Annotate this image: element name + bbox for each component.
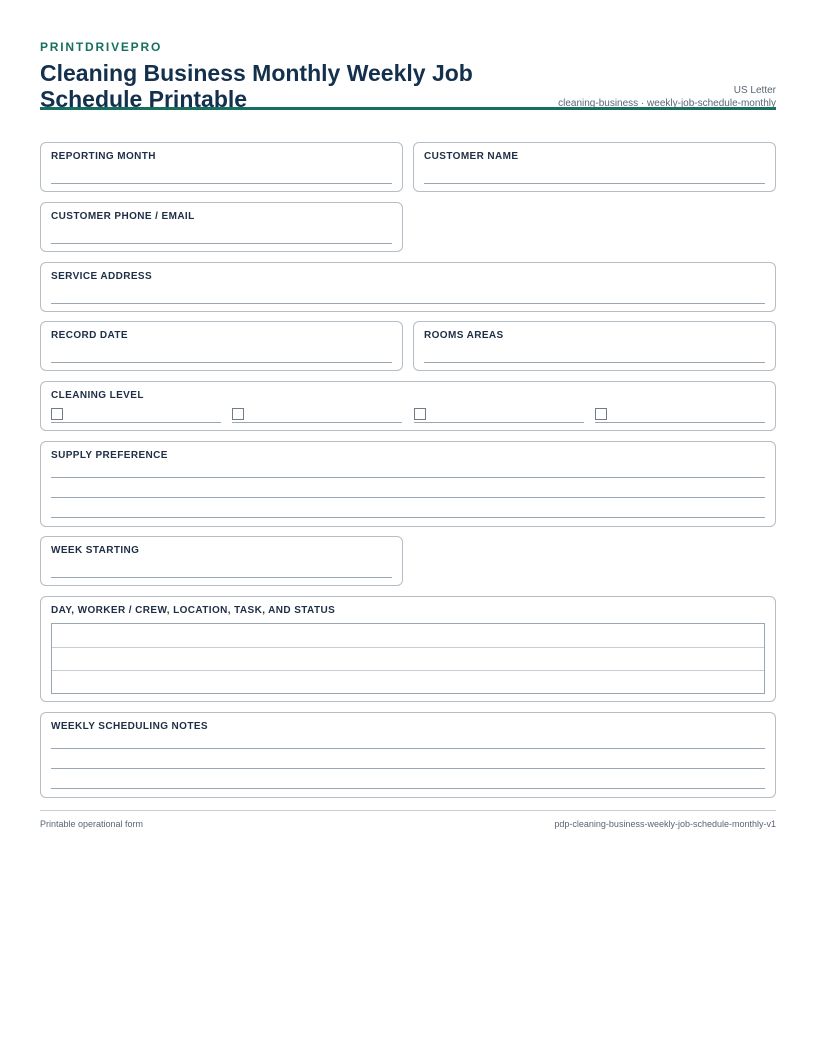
service-address-label: SERVICE ADDRESS xyxy=(51,271,153,282)
schedule-table[interactable] xyxy=(51,623,765,694)
customer-contact-input[interactable] xyxy=(51,243,392,244)
reporting-month-input[interactable] xyxy=(51,183,392,184)
footer-form-id: pdp-cleaning-business-weekly-job-schedule-monthly-v1 xyxy=(554,819,776,829)
checkbox[interactable] xyxy=(595,408,607,420)
record-date-label: RECORD DATE xyxy=(51,330,128,341)
option-write-in-line[interactable] xyxy=(232,422,402,423)
weekly-notes-line[interactable] xyxy=(51,748,765,749)
rooms-areas-input[interactable] xyxy=(424,362,765,363)
weekly-notes-line[interactable] xyxy=(51,768,765,769)
option-write-in-line[interactable] xyxy=(51,422,221,423)
customer-name-field xyxy=(413,142,776,192)
reporting-month-label: REPORTING MONTH xyxy=(51,151,156,162)
page-title: Cleaning Business Monthly Weekly Job Schedule Printable xyxy=(40,60,473,112)
schedule-table-field xyxy=(40,596,776,702)
supply-preference-field xyxy=(40,441,776,527)
supply-preference-line[interactable] xyxy=(51,497,765,498)
weekly-notes-field xyxy=(40,712,776,798)
customer-contact-label: CUSTOMER PHONE / EMAIL xyxy=(51,211,195,222)
week-starting-label: WEEK STARTING xyxy=(51,545,140,556)
cleaning-level-option[interactable] xyxy=(414,407,584,423)
cleaning-level-option[interactable] xyxy=(595,407,765,423)
checkbox[interactable] xyxy=(414,408,426,420)
supply-preference-label: SUPPLY PREFERENCE xyxy=(51,450,168,461)
record-date-field xyxy=(40,321,403,371)
rooms-areas-field xyxy=(413,321,776,371)
table-row-divider xyxy=(52,647,764,648)
document-meta xyxy=(558,84,776,110)
paper-size: US Letter xyxy=(733,85,776,96)
customer-name-label: CUSTOMER NAME xyxy=(424,151,519,162)
footer-note: Printable operational form xyxy=(40,819,144,829)
footer-divider xyxy=(40,810,776,811)
option-write-in-line[interactable] xyxy=(595,422,765,423)
cleaning-level-option[interactable] xyxy=(232,407,402,423)
cleaning-level-option[interactable] xyxy=(51,407,221,423)
cleaning-level-field xyxy=(40,381,776,431)
form-header xyxy=(40,40,776,110)
option-write-in-line[interactable] xyxy=(414,422,584,423)
checkbox[interactable] xyxy=(232,408,244,420)
supply-preference-line[interactable] xyxy=(51,477,765,478)
week-starting-input[interactable] xyxy=(51,577,392,578)
schedule-table-label: DAY, WORKER / CREW, LOCATION, TASK, AND STATUS xyxy=(51,605,336,616)
customer-name-input[interactable] xyxy=(424,183,765,184)
rooms-areas-label: ROOMS AREAS xyxy=(424,330,504,341)
supply-preference-line[interactable] xyxy=(51,517,765,518)
service-address-field xyxy=(40,262,776,312)
table-row-divider xyxy=(52,670,764,671)
form-page xyxy=(40,40,776,110)
checkbox[interactable] xyxy=(51,408,63,420)
cleaning-level-label: CLEANING LEVEL xyxy=(51,390,144,401)
record-date-input[interactable] xyxy=(51,362,392,363)
week-starting-field xyxy=(40,536,403,586)
weekly-notes-label: WEEKLY SCHEDULING NOTES xyxy=(51,721,208,732)
reporting-month-field xyxy=(40,142,403,192)
service-address-input[interactable] xyxy=(51,303,765,304)
document-slug: cleaning-business · weekly-job-schedule-monthly xyxy=(558,98,776,109)
brand-logo: PRINTDRIVEPRO xyxy=(40,40,163,54)
customer-contact-field xyxy=(40,202,403,252)
weekly-notes-line[interactable] xyxy=(51,788,765,789)
